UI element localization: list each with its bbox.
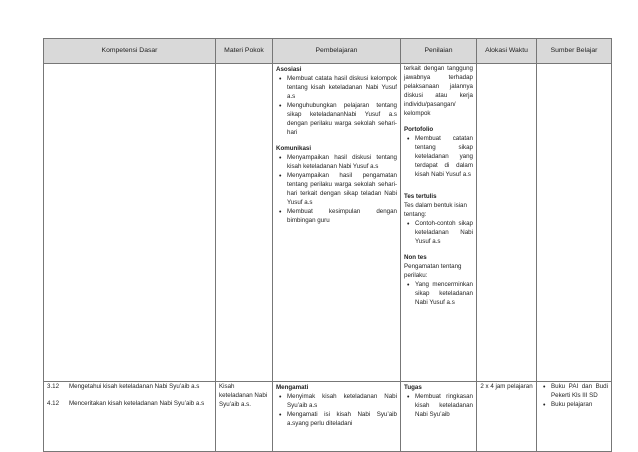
header-alokasi: Alokasi Waktu	[477, 39, 537, 64]
tes-text: Tes dalam bentuk isian tentang:	[404, 201, 467, 218]
komunikasi-title: Komunikasi	[276, 144, 312, 152]
list-item: • Buku PAI dan Budi Pekerti Kls III SD	[551, 383, 608, 401]
list-item: • Menyampaikan hasil diskusi tentang kisah keteladanan Nabi Yusuf a.s	[287, 154, 397, 172]
header-sumber: Sumber Belajar	[537, 39, 612, 64]
materi-cell	[216, 64, 273, 382]
header-penilaian: Penilaian	[401, 39, 477, 64]
kd-number: 4.12	[47, 399, 60, 407]
tes-title: Tes tertulis	[404, 192, 437, 200]
list-item: • Contoh-contoh sikap keteladanan Nabi Yusuf a.s	[415, 220, 473, 247]
list-item: • Menyimak kisah keteladanan Nabi Syu’aib a.s	[287, 393, 397, 411]
table-row	[44, 382, 612, 452]
sumber-cell	[537, 382, 612, 452]
kd-text: Mengetahui kisah keteladanan Nabi Syu’aib a.s	[69, 383, 200, 390]
header-row	[44, 39, 612, 64]
kd-item	[47, 400, 212, 409]
alokasi-cell: 2 x 4 jam pelajaran	[477, 382, 537, 452]
nontes-text: Pengamatan tentang perilaku:	[404, 262, 462, 279]
kd-item	[47, 383, 212, 392]
list-item: • Yang mencerminkan sikap keteladanan Nabi Yusuf a.s	[415, 281, 473, 308]
header-pembelajaran: Pembelajaran	[273, 39, 401, 64]
kd-number: 3.12	[47, 383, 60, 390]
kd-text: Menceritakan kisah keteladanan Nabi Syu’aib a.s	[69, 399, 205, 407]
list-item: • Membuat ringkasan kisah keteladanan Nabi Syu’aib	[415, 393, 473, 420]
portofolio-title: Portofolio	[404, 125, 434, 133]
rpp-table	[43, 38, 612, 452]
pembelajaran-cell	[273, 64, 401, 382]
alokasi-cell	[477, 64, 537, 382]
list-item: • Membuat catatan tentang sikap keteladanan yang terdapat di dalam kisah Nabi Yusuf a.s	[415, 135, 473, 180]
kompetensi-cell	[44, 64, 216, 382]
penilaian-cell	[401, 382, 477, 452]
mengamati-title: Mengamati	[276, 384, 309, 391]
list-item: • Membuat catata hasil diskusi kelompok tentang kisah keteladanan Nabi Yusuf a.s	[287, 75, 397, 102]
list-item: • Menguhubungkan pelajaran tentang sikap keteladananNabi Yusuf a.s dengan perilaku warga sekolah sehari-hari	[287, 102, 397, 138]
penilaian-cell	[401, 64, 477, 382]
list-item: • Menyampaikan hasil pengamatan tentang perilaku warga sekolah sehari-hari terkait dengan sikap teladan Nabi Yusuf a.s	[287, 172, 397, 208]
sumber-cell	[537, 64, 612, 382]
list-item: • Buku pelajaran	[551, 401, 608, 410]
kompetensi-cell	[44, 382, 216, 452]
asosiasi-title: Asosiasi	[276, 66, 302, 73]
pembelajaran-cell	[273, 382, 401, 452]
list-item: • Membuat kesimpulan dengan bimbingan guru	[287, 208, 397, 226]
nontes-title: Non tes	[404, 253, 427, 261]
table-row	[44, 64, 612, 382]
header-materi: Materi Pokok	[216, 39, 273, 64]
materi-cell: Kisah keteladanan Nabi Syu’aib a.s.	[216, 382, 273, 452]
header-kompetensi: Kompetensi Dasar	[44, 39, 216, 64]
list-item: • Mengamati isi kisah Nabi Syu’aib a.syang perlu diteladani	[287, 411, 397, 429]
tugas-title: Tugas	[404, 384, 422, 391]
penilaian-intro: terkait dengan tanggung jawabnya terhadap pelaksanaan jalannya diskusi atau kerja individu/pasangan/ kelompok	[404, 65, 473, 117]
